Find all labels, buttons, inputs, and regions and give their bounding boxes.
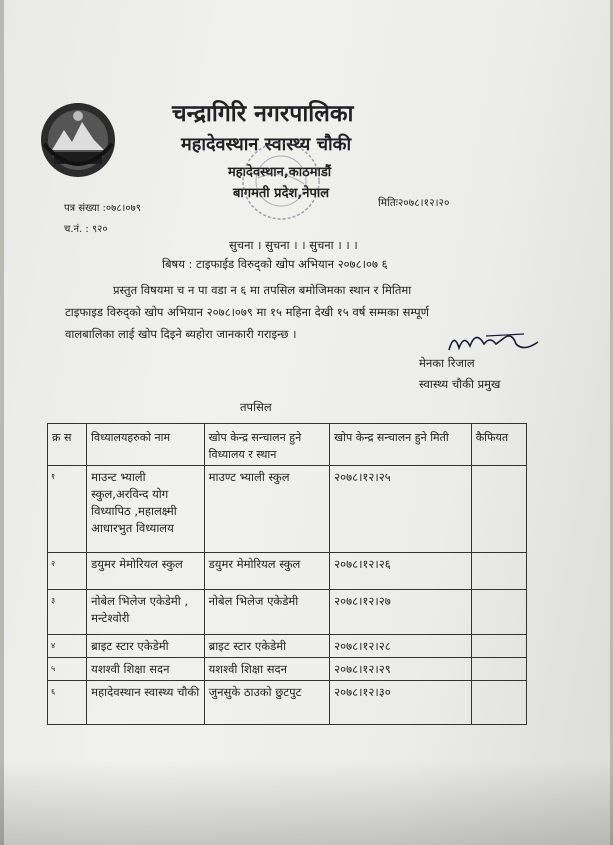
row-remark: [471, 553, 526, 590]
header-serial: क्र स: [48, 424, 87, 466]
municipality-name: चन्द्रागिरि नगरपालिका: [172, 101, 354, 127]
row-school-name: ब्राइट स्टार एकेडेमी: [87, 635, 204, 658]
page-shadow: [0, 760, 613, 845]
row-remark: [471, 466, 526, 553]
table-row: [48, 635, 527, 658]
office-stamp: [238, 138, 324, 224]
row-date: २०७८।१२।२८: [330, 635, 472, 658]
row-school-name: नोबेल भिलेज एकेडेमी , मन्टेश्वोरी: [87, 590, 204, 635]
table-title: तपसिल: [240, 400, 272, 414]
signatory-title: स्वास्थ्य चौकी प्रमुख: [419, 377, 501, 391]
office-address-line1: महादेवस्थान,काठमाडौं: [228, 165, 332, 180]
row-serial: ३: [48, 590, 87, 635]
body-line-2: टाइफाइड विरुद्को खोप अभियान २०७८।०७९ मा १५ महिना देखी १५ वर्ष सम्मका सम्पूर्ण: [65, 305, 429, 319]
dispatch-number: च.नं. : ९२०: [64, 224, 108, 235]
row-remark: [471, 658, 526, 681]
row-school-name: माउन्ट भ्याली स्कुल,अरविन्द योग विध्यापिठ ,महालक्ष्मी आधारभुत विध्यालय: [87, 466, 204, 553]
row-school-name: यशश्वी शिक्षा सदन: [87, 658, 204, 681]
row-serial: ४: [48, 635, 87, 658]
row-remark: [471, 681, 526, 725]
body-line-1: प्रस्तुत विषयमा च न पा वडा न ६ मा तपसिल बमोजिमका स्थान र मितिमा: [113, 283, 412, 297]
letter-subject: बिषय : टाइफाईड विरुद्को खोप अभियान २०७८।०७ ६: [162, 257, 388, 271]
header-center-location: खोप केन्द्र सन्चालन हुने विध्यालय र स्थान: [204, 424, 330, 466]
handwritten-signature: [446, 326, 541, 360]
row-school-name: डयुमर मेमोरियल स्कुल: [87, 553, 204, 590]
row-remark: [471, 635, 526, 658]
row-date: २०७८।१२।२५: [330, 466, 472, 553]
signatory-name: मेनका रिजाल: [419, 356, 475, 370]
row-school-name: महादेवस्थान स्वास्थ्य चौकी: [87, 681, 204, 725]
notice-heading: सुचना । सुचना । । सुचना । । ।: [229, 238, 358, 252]
table-row: [48, 553, 527, 590]
row-center-location: नोबेल भिलेज एकेडेमी: [204, 590, 330, 635]
row-serial: १: [48, 466, 87, 553]
row-remark: [471, 590, 526, 635]
table-header-row: [48, 424, 527, 466]
letter-number: पत्र संख्या :०७८।०७९: [64, 203, 141, 214]
row-date: २०७८।१२।२६: [330, 553, 472, 590]
row-serial: ६: [48, 681, 87, 725]
row-center-location: ब्राइट स्टार एकेडेमी: [204, 635, 330, 658]
office-name: महादेवस्थान स्वास्थ्य चौकी: [181, 134, 352, 155]
nepal-emblem-logo: [38, 100, 118, 180]
row-center-location: यशश्वी शिक्षा सदन: [204, 658, 330, 681]
header-remarks: कैफियत: [471, 424, 526, 466]
header-school-name: विध्यालयहरुको नाम: [87, 424, 204, 466]
body-line-3: वालबालिका लाई खोप दिइने ब्यहोरा जानकारी गराइन्छ ।: [65, 327, 297, 341]
row-serial: २: [48, 553, 87, 590]
header-center-date: खोप केन्द्र सन्चालन हुने मिती: [330, 424, 472, 466]
row-center-location: माउण्ट भ्याली स्कुल: [204, 466, 330, 553]
row-serial: ५: [48, 658, 87, 681]
table-row: [48, 466, 527, 553]
row-center-location: डयुमर मेमोरियल स्कुल: [204, 553, 330, 590]
row-center-location: जुनसुके ठाउको छुटपुट: [204, 681, 330, 725]
row-date: २०७८।१२।२७: [330, 590, 472, 635]
table-row: [48, 590, 527, 635]
row-date: २०७८।१२।३०: [330, 681, 472, 725]
table-row: [48, 681, 527, 725]
vaccination-schedule-table: [47, 423, 527, 725]
office-address-line2: बागमती प्रदेश,नेपाल: [233, 186, 330, 201]
letter-date: मितिः२०७८।१२।२०: [378, 197, 450, 209]
table-row: [48, 658, 527, 681]
row-date: २०७८।१२।२९: [330, 658, 472, 681]
